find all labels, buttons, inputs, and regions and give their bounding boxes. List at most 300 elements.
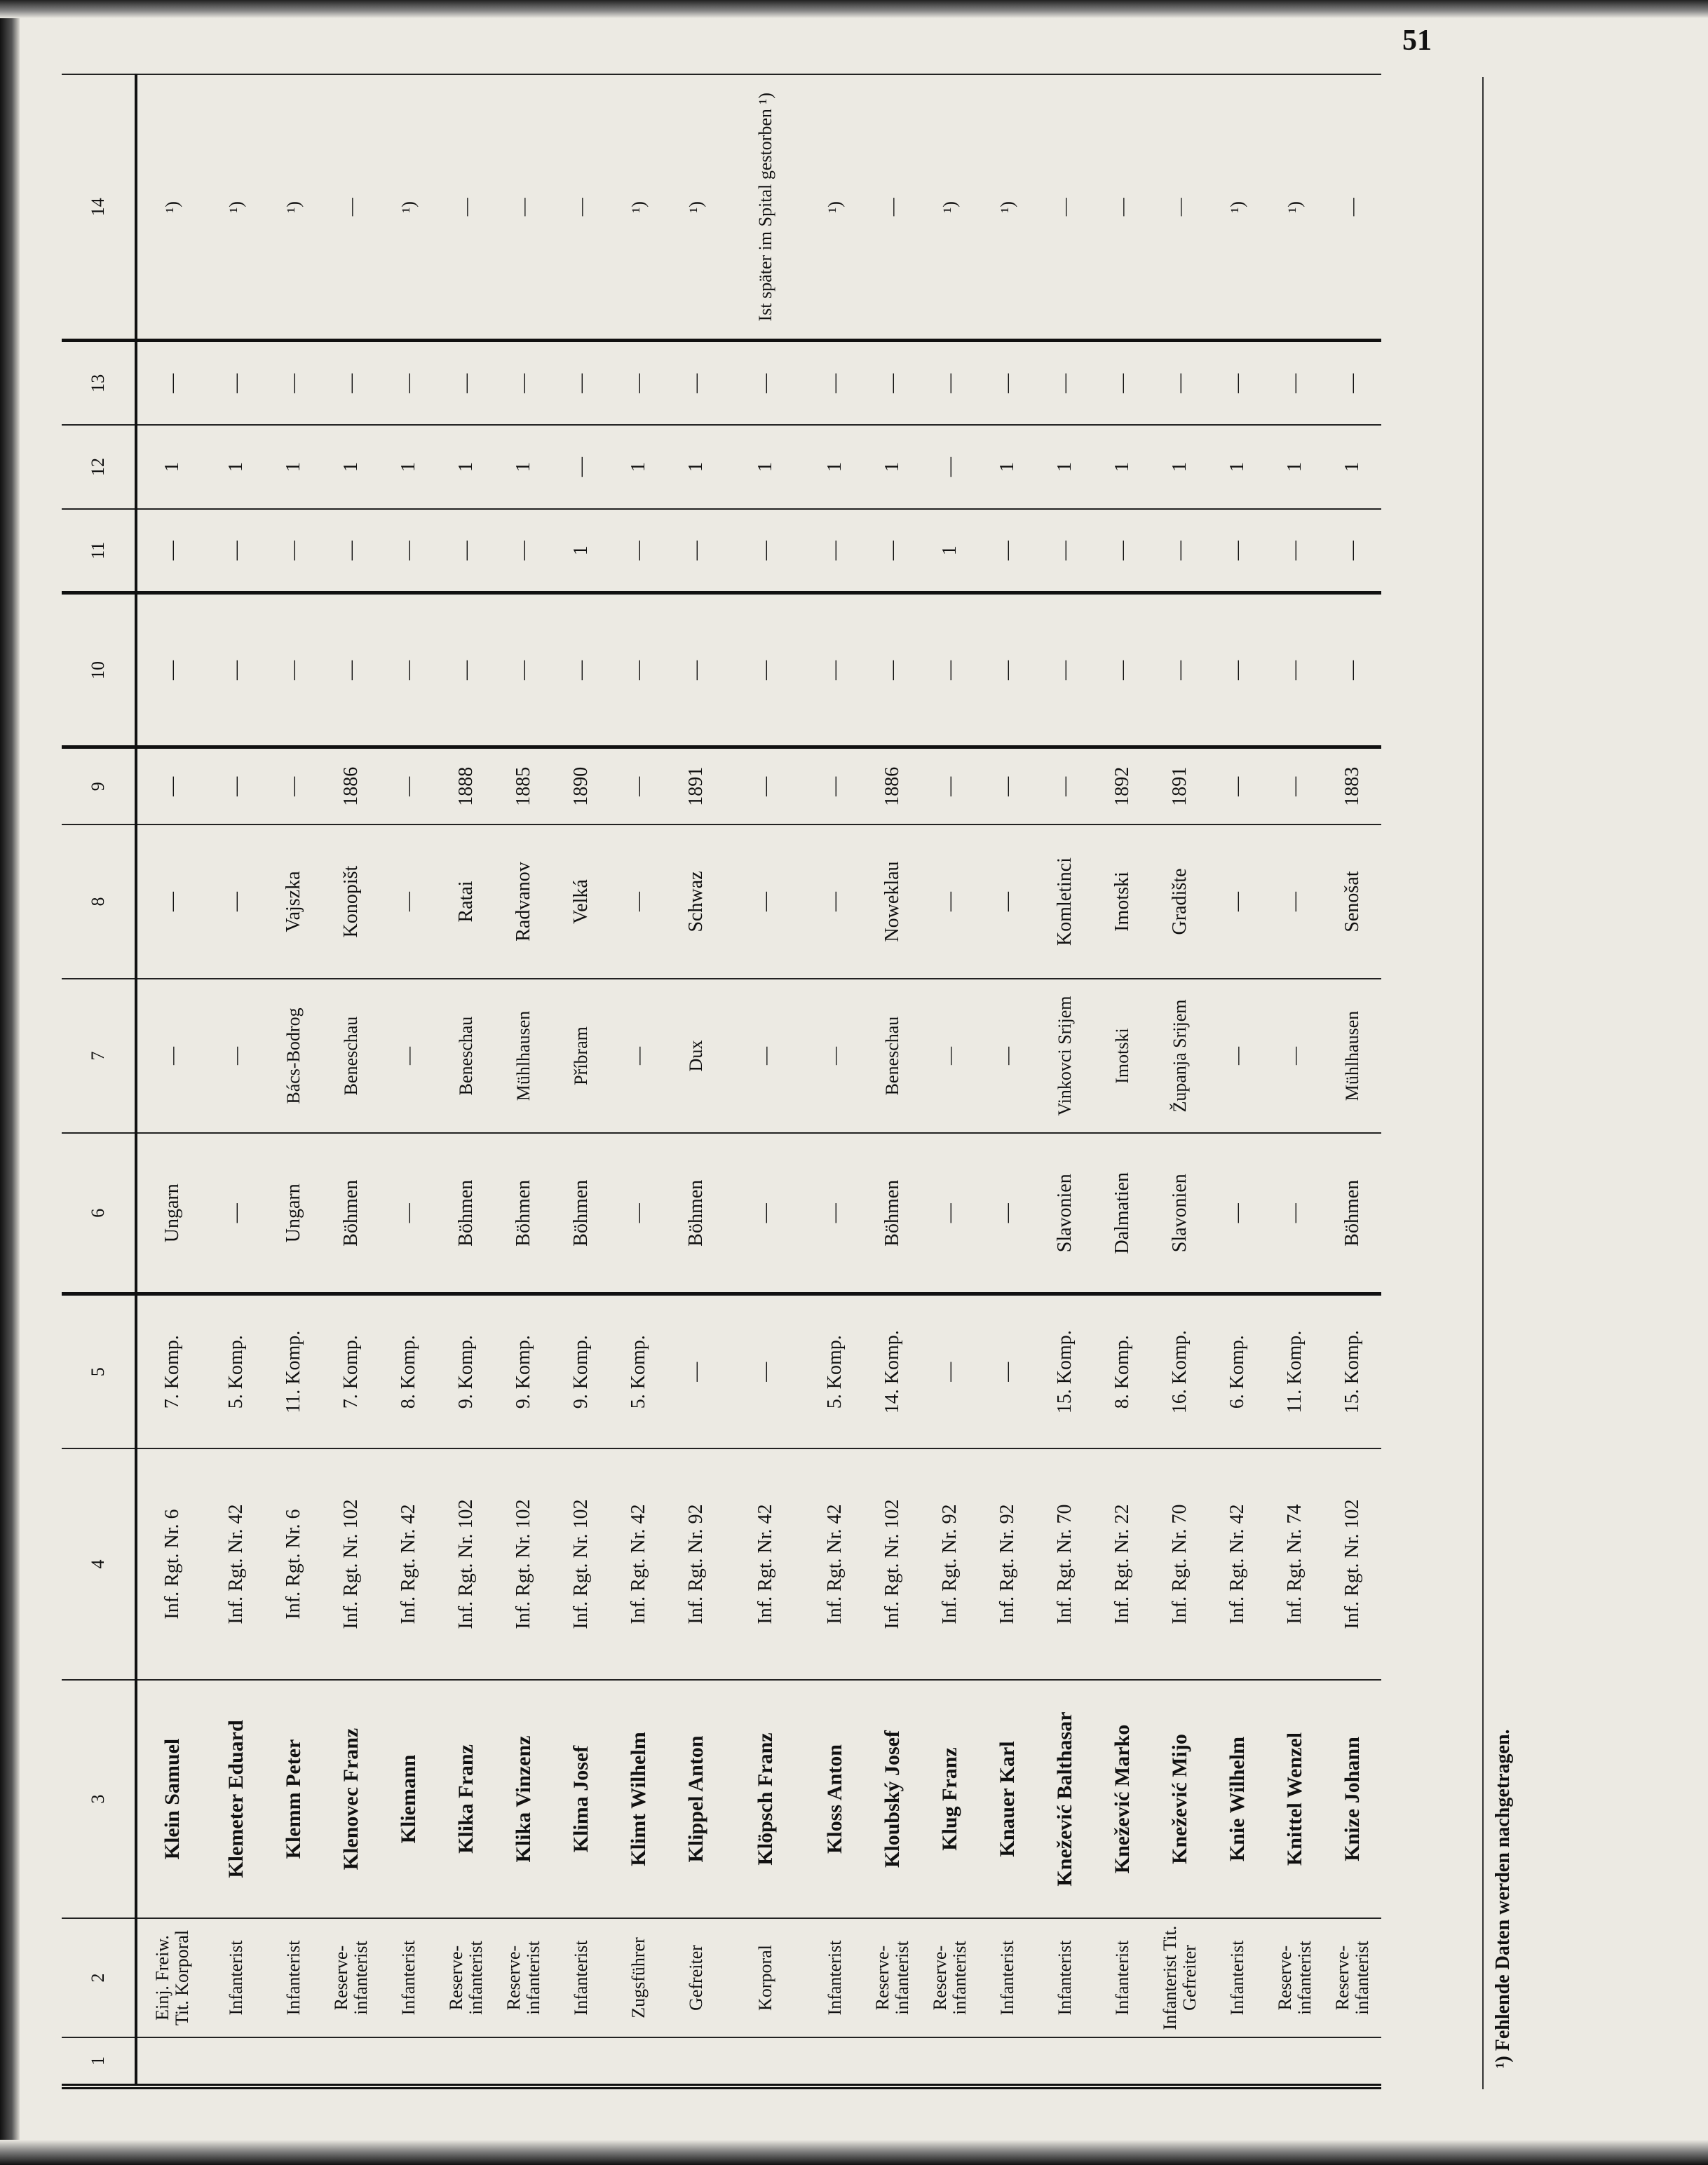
table-row <box>323 74 380 2086</box>
cell-col-11: — <box>610 509 667 593</box>
cell-col-12: 1 <box>667 425 725 509</box>
cell-col-11: — <box>725 509 806 593</box>
cell-col-5: 15. Komp. <box>1324 1294 1381 1448</box>
cell-col-2: Infanterist <box>1036 1918 1094 2037</box>
cell-col-12: 1 <box>610 425 667 509</box>
cell-col-7: — <box>208 979 265 1133</box>
cell-col-7: — <box>380 979 438 1133</box>
cell-col-9: 1885 <box>495 747 553 824</box>
cell-col-7: Bács-Bodrog <box>265 979 323 1133</box>
cell-col-5: 5. Komp. <box>610 1294 667 1448</box>
cell-col-12: 1 <box>438 425 495 509</box>
cell-col-13: — <box>1209 341 1266 425</box>
cell-col-6: — <box>1266 1133 1324 1294</box>
cell-col-1 <box>1324 2037 1381 2086</box>
table-row <box>136 74 208 2086</box>
cell-col-8: — <box>806 824 864 979</box>
cell-col-9: — <box>806 747 864 824</box>
cell-col-8: — <box>610 824 667 979</box>
cell-col-14: ¹) <box>610 74 667 341</box>
column-number-5: 5 <box>62 1294 136 1448</box>
cell-col-7: — <box>921 979 979 1133</box>
table-row <box>1036 74 1094 2086</box>
cell-col-6: Böhmen <box>864 1133 921 1294</box>
cell-col-3: Klein Samuel <box>136 1680 208 1918</box>
cell-col-13: — <box>979 341 1036 425</box>
cell-col-6: Dalmatien <box>1094 1133 1151 1294</box>
cell-col-11: — <box>265 509 323 593</box>
column-number-6: 6 <box>62 1133 136 1294</box>
cell-col-4: Inf. Rgt. Nr. 42 <box>380 1448 438 1680</box>
cell-col-8: Radvanov <box>495 824 553 979</box>
cell-col-13: — <box>553 341 610 425</box>
cell-col-6: — <box>380 1133 438 1294</box>
cell-col-6: — <box>610 1133 667 1294</box>
cell-col-13: — <box>265 341 323 425</box>
cell-col-8: — <box>208 824 265 979</box>
cell-col-8: Konopišt <box>323 824 380 979</box>
cell-col-6: — <box>806 1133 864 1294</box>
cell-col-14: ¹) <box>979 74 1036 341</box>
cell-col-12: 1 <box>495 425 553 509</box>
cell-col-6: Böhmen <box>495 1133 553 1294</box>
cell-col-2: Reserve-infanterist <box>323 1918 380 2037</box>
cell-col-14: ¹) <box>136 74 208 341</box>
cell-col-5: — <box>979 1294 1036 1448</box>
cell-col-14: — <box>1151 74 1209 341</box>
cell-col-8: Velká <box>553 824 610 979</box>
cell-col-9: — <box>979 747 1036 824</box>
cell-col-8: Noweklau <box>864 824 921 979</box>
cell-col-5: 9. Komp. <box>553 1294 610 1448</box>
cell-col-11: — <box>806 509 864 593</box>
cell-col-1 <box>495 2037 553 2086</box>
cell-col-8: — <box>921 824 979 979</box>
cell-col-12: 1 <box>806 425 864 509</box>
cell-col-10: — <box>1266 593 1324 747</box>
column-number-14: 14 <box>62 74 136 341</box>
cell-col-10: — <box>208 593 265 747</box>
cell-col-2: Infanterist <box>979 1918 1036 2037</box>
cell-col-10: — <box>136 593 208 747</box>
cell-col-7: — <box>806 979 864 1133</box>
cell-col-1 <box>553 2037 610 2086</box>
cell-col-3: Knie Wilhelm <box>1209 1680 1266 1918</box>
scan-edge-left <box>0 0 20 2165</box>
page-number: 51 <box>1402 25 1432 57</box>
footnote: ¹) Fehlende Daten werden nachgetragen. <box>1492 1729 1514 2068</box>
cell-col-4: Inf. Rgt. Nr. 42 <box>806 1448 864 1680</box>
cell-col-9: 1892 <box>1094 747 1151 824</box>
cell-col-13: — <box>323 341 380 425</box>
cell-col-2: Reserve-infanterist <box>921 1918 979 2037</box>
cell-col-7: Beneschau <box>438 979 495 1133</box>
table-row <box>979 74 1036 2086</box>
cell-col-8: — <box>725 824 806 979</box>
cell-col-10: — <box>323 593 380 747</box>
cell-col-13: — <box>806 341 864 425</box>
cell-col-14: — <box>1036 74 1094 341</box>
cell-col-6: Ungarn <box>265 1133 323 1294</box>
cell-col-6: — <box>979 1133 1036 1294</box>
cell-col-6: — <box>1209 1133 1266 1294</box>
cell-col-11: — <box>1324 509 1381 593</box>
cell-col-12: 1 <box>979 425 1036 509</box>
cell-col-14: — <box>553 74 610 341</box>
cell-col-11: — <box>1094 509 1151 593</box>
cell-col-13: — <box>864 341 921 425</box>
cell-col-7: — <box>610 979 667 1133</box>
cell-col-4: Inf. Rgt. Nr. 6 <box>265 1448 323 1680</box>
cell-col-9: — <box>136 747 208 824</box>
cell-col-1 <box>208 2037 265 2086</box>
cell-col-5: 7. Komp. <box>136 1294 208 1448</box>
cell-col-10: — <box>438 593 495 747</box>
scan-edge-top <box>0 0 1708 18</box>
cell-col-8: — <box>1209 824 1266 979</box>
cell-col-12: 1 <box>1094 425 1151 509</box>
cell-col-3: Klima Josef <box>553 1680 610 1918</box>
register-body <box>136 74 1381 2086</box>
cell-col-10: — <box>864 593 921 747</box>
cell-col-4: Inf. Rgt. Nr. 92 <box>667 1448 725 1680</box>
cell-col-10: — <box>1151 593 1209 747</box>
cell-col-9: — <box>380 747 438 824</box>
cell-col-2: Infanterist <box>208 1918 265 2037</box>
cell-col-9: — <box>1209 747 1266 824</box>
cell-col-14: ¹) <box>921 74 979 341</box>
cell-col-2: Infanterist <box>380 1918 438 2037</box>
cell-col-4: Inf. Rgt. Nr. 74 <box>1266 1448 1324 1680</box>
cell-col-5: 11. Komp. <box>265 1294 323 1448</box>
cell-col-11: — <box>667 509 725 593</box>
cell-col-5: 11. Komp. <box>1266 1294 1324 1448</box>
table-row <box>725 74 806 2086</box>
cell-col-11: — <box>1266 509 1324 593</box>
cell-col-10: — <box>921 593 979 747</box>
cell-col-9: 1883 <box>1324 747 1381 824</box>
cell-col-3: Knittel Wenzel <box>1266 1680 1324 1918</box>
cell-col-1 <box>667 2037 725 2086</box>
cell-col-7: Beneschau <box>323 979 380 1133</box>
cell-col-13: — <box>380 341 438 425</box>
column-number-12: 12 <box>62 425 136 509</box>
cell-col-11: — <box>438 509 495 593</box>
cell-col-9: 1886 <box>864 747 921 824</box>
cell-col-5: 9. Komp. <box>495 1294 553 1448</box>
cell-col-7: — <box>725 979 806 1133</box>
cell-col-7: Imotski <box>1094 979 1151 1133</box>
cell-col-13: — <box>1094 341 1151 425</box>
cell-col-7: Županja Srijem <box>1151 979 1209 1133</box>
scan-edge-bottom <box>0 2140 1708 2165</box>
cell-col-8: — <box>380 824 438 979</box>
cell-col-13: — <box>1324 341 1381 425</box>
cell-col-10: — <box>610 593 667 747</box>
cell-col-3: Klenovec Franz <box>323 1680 380 1918</box>
cell-col-14: — <box>1324 74 1381 341</box>
column-number-row <box>62 74 136 2086</box>
cell-col-5: 8. Komp. <box>1094 1294 1151 1448</box>
cell-col-5: 16. Komp. <box>1151 1294 1209 1448</box>
cell-col-11: — <box>495 509 553 593</box>
column-number-4: 4 <box>62 1448 136 1680</box>
cell-col-9: 1888 <box>438 747 495 824</box>
cell-col-14: — <box>864 74 921 341</box>
cell-col-2: Reserve-infanterist <box>1324 1918 1381 2037</box>
cell-col-9: — <box>1266 747 1324 824</box>
cell-col-3: Klemm Peter <box>265 1680 323 1918</box>
cell-col-12: 1 <box>725 425 806 509</box>
cell-col-7: — <box>979 979 1036 1133</box>
cell-col-5: 8. Komp. <box>380 1294 438 1448</box>
cell-col-4: Inf. Rgt. Nr. 42 <box>725 1448 806 1680</box>
cell-col-8: Vajszka <box>265 824 323 979</box>
cell-col-11: 1 <box>921 509 979 593</box>
column-number-7: 7 <box>62 979 136 1133</box>
cell-col-2: Infanterist <box>806 1918 864 2037</box>
cell-col-13: — <box>610 341 667 425</box>
column-number-3: 3 <box>62 1680 136 1918</box>
column-number-9: 9 <box>62 747 136 824</box>
cell-col-3: Knežević Balthasar <box>1036 1680 1094 1918</box>
cell-col-11: — <box>979 509 1036 593</box>
cell-col-3: Knauer Karl <box>979 1680 1036 1918</box>
cell-col-12: — <box>553 425 610 509</box>
cell-col-10: — <box>725 593 806 747</box>
column-number-11: 11 <box>62 509 136 593</box>
table-row <box>806 74 864 2086</box>
cell-col-1 <box>725 2037 806 2086</box>
cell-col-12: 1 <box>864 425 921 509</box>
cell-col-13: — <box>1151 341 1209 425</box>
cell-col-4: Inf. Rgt. Nr. 42 <box>208 1448 265 1680</box>
cell-col-3: Kloubský Josef <box>864 1680 921 1918</box>
cell-col-2: Infanterist <box>553 1918 610 2037</box>
cell-col-8: Ratai <box>438 824 495 979</box>
cell-col-7: Dux <box>667 979 725 1133</box>
cell-col-14: ¹) <box>667 74 725 341</box>
cell-col-9: 1891 <box>667 747 725 824</box>
cell-col-11: — <box>380 509 438 593</box>
cell-col-13: — <box>208 341 265 425</box>
cell-col-13: — <box>438 341 495 425</box>
cell-col-6: — <box>725 1133 806 1294</box>
cell-col-7: Mühlhausen <box>495 979 553 1133</box>
cell-col-10: — <box>667 593 725 747</box>
cell-col-9: — <box>1036 747 1094 824</box>
cell-col-10: — <box>495 593 553 747</box>
cell-col-3: Klemeter Eduard <box>208 1680 265 1918</box>
cell-col-10: — <box>380 593 438 747</box>
cell-col-1 <box>864 2037 921 2086</box>
cell-col-11: — <box>1209 509 1266 593</box>
cell-col-2: Infanterist <box>1209 1918 1266 2037</box>
table-row <box>553 74 610 2086</box>
cell-col-14: ¹) <box>265 74 323 341</box>
cell-col-13: — <box>667 341 725 425</box>
cell-col-14: — <box>495 74 553 341</box>
cell-col-2: Reserve-infanterist <box>495 1918 553 2037</box>
cell-col-2: Infanterist <box>1094 1918 1151 2037</box>
cell-col-7: Příbram <box>553 979 610 1133</box>
cell-col-6: Böhmen <box>667 1133 725 1294</box>
cell-col-10: — <box>553 593 610 747</box>
cell-col-5: — <box>725 1294 806 1448</box>
cell-col-14: ¹) <box>1209 74 1266 341</box>
cell-col-1 <box>380 2037 438 2086</box>
cell-col-4: Inf. Rgt. Nr. 102 <box>438 1448 495 1680</box>
table-row <box>380 74 438 2086</box>
cell-col-12: 1 <box>265 425 323 509</box>
cell-col-14: — <box>438 74 495 341</box>
cell-col-8: Imotski <box>1094 824 1151 979</box>
cell-col-2: Gefreiter <box>667 1918 725 2037</box>
cell-col-14: ¹) <box>208 74 265 341</box>
cell-col-9: — <box>208 747 265 824</box>
cell-col-1 <box>136 2037 208 2086</box>
cell-col-10: — <box>1094 593 1151 747</box>
cell-col-13: — <box>921 341 979 425</box>
cell-col-4: Inf. Rgt. Nr. 42 <box>610 1448 667 1680</box>
cell-col-5: 5. Komp. <box>806 1294 864 1448</box>
cell-col-12: 1 <box>208 425 265 509</box>
cell-col-12: — <box>921 425 979 509</box>
cell-col-4: Inf. Rgt. Nr. 70 <box>1151 1448 1209 1680</box>
bottom-rule <box>1482 77 1484 2089</box>
cell-col-6: Böhmen <box>553 1133 610 1294</box>
cell-col-3: Knežević Marko <box>1094 1680 1151 1918</box>
cell-col-1 <box>610 2037 667 2086</box>
cell-col-6: Böhmen <box>1324 1133 1381 1294</box>
cell-col-13: — <box>495 341 553 425</box>
column-number-1: 1 <box>62 2037 136 2086</box>
cell-col-1 <box>1151 2037 1209 2086</box>
cell-col-5: 6. Komp. <box>1209 1294 1266 1448</box>
cell-col-3: Klug Franz <box>921 1680 979 1918</box>
cell-col-11: — <box>136 509 208 593</box>
cell-col-13: — <box>1266 341 1324 425</box>
cell-col-2: Zugsführer <box>610 1918 667 2037</box>
cell-col-7: Vinkovci Srijem <box>1036 979 1094 1133</box>
cell-col-3: Klippel Anton <box>667 1680 725 1918</box>
cell-col-2: Einj. Freiw. Tit. Korporal <box>136 1918 208 2037</box>
table-row <box>438 74 495 2086</box>
cell-col-9: 1891 <box>1151 747 1209 824</box>
cell-col-1 <box>1266 2037 1324 2086</box>
cell-col-4: Inf. Rgt. Nr. 102 <box>1324 1448 1381 1680</box>
cell-col-4: Inf. Rgt. Nr. 102 <box>864 1448 921 1680</box>
cell-col-2: Infanterist Tit. Gefreiter <box>1151 1918 1209 2037</box>
cell-col-1 <box>1036 2037 1094 2086</box>
cell-col-3: Klika Vinzenz <box>495 1680 553 1918</box>
column-number-13: 13 <box>62 341 136 425</box>
cell-col-11: — <box>1036 509 1094 593</box>
cell-col-13: — <box>1036 341 1094 425</box>
cell-col-12: 1 <box>1209 425 1266 509</box>
cell-col-8: — <box>979 824 1036 979</box>
casualty-register-table <box>62 74 1381 2089</box>
cell-col-6: Böhmen <box>438 1133 495 1294</box>
table-row <box>921 74 979 2086</box>
cell-col-10: — <box>265 593 323 747</box>
cell-col-3: Klöpsch Franz <box>725 1680 806 1918</box>
table-row <box>265 74 323 2086</box>
cell-col-10: — <box>1036 593 1094 747</box>
cell-col-3: Klika Franz <box>438 1680 495 1918</box>
table-row <box>610 74 667 2086</box>
cell-col-7: — <box>136 979 208 1133</box>
cell-col-12: 1 <box>380 425 438 509</box>
cell-col-3: Knežević Mijo <box>1151 1680 1209 1918</box>
cell-col-14: ¹) <box>1266 74 1324 341</box>
cell-col-2: Korporal <box>725 1918 806 2037</box>
cell-col-14: ¹) <box>806 74 864 341</box>
table-row <box>1209 74 1266 2086</box>
table-row <box>1151 74 1209 2086</box>
table-row <box>864 74 921 2086</box>
cell-col-8: Komletinci <box>1036 824 1094 979</box>
cell-col-9: — <box>725 747 806 824</box>
cell-col-13: — <box>136 341 208 425</box>
cell-col-7: — <box>1209 979 1266 1133</box>
cell-col-12: 1 <box>323 425 380 509</box>
cell-col-1 <box>806 2037 864 2086</box>
cell-col-11: — <box>1151 509 1209 593</box>
cell-col-4: Inf. Rgt. Nr. 42 <box>1209 1448 1266 1680</box>
cell-col-5: 9. Komp. <box>438 1294 495 1448</box>
cell-col-7: — <box>1266 979 1324 1133</box>
cell-col-1 <box>1209 2037 1266 2086</box>
cell-col-6: — <box>921 1133 979 1294</box>
column-number-2: 2 <box>62 1918 136 2037</box>
cell-col-3: Klimt Wilhelm <box>610 1680 667 1918</box>
cell-col-12: 1 <box>136 425 208 509</box>
cell-col-5: 5. Komp. <box>208 1294 265 1448</box>
cell-col-1 <box>265 2037 323 2086</box>
cell-col-11: — <box>208 509 265 593</box>
cell-col-14: Ist später im Spital gestorben ¹) <box>725 74 806 341</box>
cell-col-13: — <box>725 341 806 425</box>
cell-col-12: 1 <box>1151 425 1209 509</box>
cell-col-5: 15. Komp. <box>1036 1294 1094 1448</box>
table-row <box>1094 74 1151 2086</box>
cell-col-9: 1890 <box>553 747 610 824</box>
cell-col-2: Reserve-infanterist <box>1266 1918 1324 2037</box>
cell-col-6: — <box>208 1133 265 1294</box>
cell-col-3: Kloss Anton <box>806 1680 864 1918</box>
cell-col-4: Inf. Rgt. Nr. 22 <box>1094 1448 1151 1680</box>
cell-col-8: Senošat <box>1324 824 1381 979</box>
table-row <box>495 74 553 2086</box>
table-row <box>208 74 265 2086</box>
cell-col-2: Infanterist <box>265 1918 323 2037</box>
cell-col-8: — <box>1266 824 1324 979</box>
cell-col-10: — <box>1209 593 1266 747</box>
cell-col-9: — <box>265 747 323 824</box>
rotated-register <box>62 77 1514 2089</box>
cell-col-4: Inf. Rgt. Nr. 92 <box>979 1448 1036 1680</box>
cell-col-7: Beneschau <box>864 979 921 1133</box>
cell-col-6: Slavonien <box>1151 1133 1209 1294</box>
cell-col-5: 14. Komp. <box>864 1294 921 1448</box>
column-number-10: 10 <box>62 593 136 747</box>
cell-col-7: Mühlhausen <box>1324 979 1381 1133</box>
cell-col-10: — <box>806 593 864 747</box>
cell-col-8: Schwaz <box>667 824 725 979</box>
cell-col-4: Inf. Rgt. Nr. 6 <box>136 1448 208 1680</box>
cell-col-12: 1 <box>1324 425 1381 509</box>
